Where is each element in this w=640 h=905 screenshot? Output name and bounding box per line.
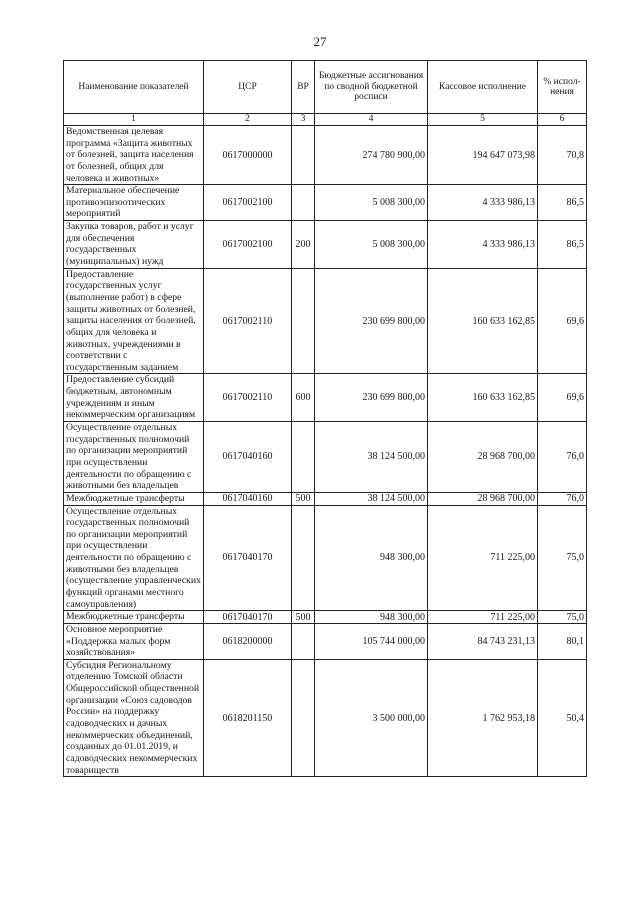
budget-execution-table: [63, 60, 587, 777]
row-vr: [292, 268, 315, 374]
header-budget: Бюджетные ассигнования по сводной бюджетной росписи: [315, 61, 428, 114]
row-cash: 28 968 700,00: [428, 492, 538, 505]
table-row: [64, 623, 587, 659]
row-pct: 70,8: [538, 126, 587, 185]
row-budget: 5 008 300,00: [315, 185, 428, 221]
row-csr: 0617040160: [204, 492, 292, 505]
row-name: Предоставление государственных услуг (выполнение работ) в сфере защиты животных от болезней, защиты населения от болезней, общих для человека и животных, учреждениями в соответствии с государственным заданием: [64, 268, 204, 374]
row-budget: 5 008 300,00: [315, 221, 428, 269]
row-budget: 948 300,00: [315, 611, 428, 624]
column-number: 2: [204, 114, 292, 126]
row-name: Межбюджетные трансферты: [64, 611, 204, 624]
row-name: Межбюджетные трансферты: [64, 492, 204, 505]
row-budget: 230 699 800,00: [315, 268, 428, 374]
table-row: [64, 659, 587, 776]
row-csr: 0617000000: [204, 126, 292, 185]
row-cash: 194 647 073,98: [428, 126, 538, 185]
header-vr: ВР: [292, 61, 315, 114]
row-vr: [292, 623, 315, 659]
row-csr: 0617002110: [204, 374, 292, 422]
row-csr: 0617002100: [204, 185, 292, 221]
row-name: Осуществление отдельных государственных полномочий по организации мероприятий при осуществлении деятельности по обращению с животными без владельцев: [64, 422, 204, 493]
row-vr: 500: [292, 492, 315, 505]
row-name: Материальное обеспечение противоэпизоотических мероприятий: [64, 185, 204, 221]
row-pct: 80,1: [538, 623, 587, 659]
row-cash: 711 225,00: [428, 611, 538, 624]
row-pct: 69,6: [538, 268, 587, 374]
row-vr: [292, 659, 315, 776]
header-cash: Кассовое исполнение: [428, 61, 538, 114]
row-budget: 38 124 500,00: [315, 422, 428, 493]
table-row: [64, 611, 587, 624]
row-name: Основное мероприятие «Поддержка малых форм хозяйствования»: [64, 623, 204, 659]
header-name: Наименование показателей: [64, 61, 204, 114]
page-number: 27: [313, 34, 327, 49]
row-pct: 75,0: [538, 611, 587, 624]
table-row: [64, 268, 587, 374]
row-pct: 86,5: [538, 185, 587, 221]
row-vr: 600: [292, 374, 315, 422]
row-pct: 75,0: [538, 505, 587, 611]
column-number: 6: [538, 114, 587, 126]
row-cash: 4 333 986,13: [428, 221, 538, 269]
row-csr: 0618201150: [204, 659, 292, 776]
column-number: 1: [64, 114, 204, 126]
row-budget: 948 300,00: [315, 505, 428, 611]
row-csr: 0617040170: [204, 505, 292, 611]
header-csr: ЦСР: [204, 61, 292, 114]
row-budget: 230 699 800,00: [315, 374, 428, 422]
row-csr: 0617002110: [204, 268, 292, 374]
row-csr: 0617002100: [204, 221, 292, 269]
row-vr: [292, 185, 315, 221]
row-cash: 160 633 162,85: [428, 268, 538, 374]
row-cash: 4 333 986,13: [428, 185, 538, 221]
row-pct: 86,5: [538, 221, 587, 269]
row-cash: 84 743 231,13: [428, 623, 538, 659]
table-row: [64, 126, 587, 185]
row-budget: 274 780 900,00: [315, 126, 428, 185]
row-name: Закупка товаров, работ и услуг для обеспечения государственных (муниципальных) нужд: [64, 221, 204, 269]
row-vr: [292, 126, 315, 185]
row-name: Осуществление отдельных государственных полномочий по организации мероприятий при осуществлении деятельности по обращению с животными без владельцев (осуществление управленческих функций органами местного самоуправления): [64, 505, 204, 611]
column-number: 4: [315, 114, 428, 126]
row-budget: 105 744 000,00: [315, 623, 428, 659]
row-csr: 0617040170: [204, 611, 292, 624]
row-pct: 76,0: [538, 492, 587, 505]
row-vr: [292, 505, 315, 611]
row-name: Предоставление субсидий бюджетным, автономным учреждениям и иным некоммерческим организациям: [64, 374, 204, 422]
table-row: [64, 492, 587, 505]
row-budget: 3 500 000,00: [315, 659, 428, 776]
row-name: Субсидия Региональному отделению Томской области Общероссийской общественной организации «Союз садоводов России» на поддержку садоводческих и дачных некоммерческих объединений, созданных до 01.01.2019, и садоводческих некоммерческих товариществ: [64, 659, 204, 776]
row-cash: 160 633 162,85: [428, 374, 538, 422]
table-row: [64, 185, 587, 221]
row-name: Ведомственная целевая программа «Защита животных от болезней, защита населения от болезней, общих для человека и животных»: [64, 126, 204, 185]
row-pct: 76,0: [538, 422, 587, 493]
row-cash: 1 762 953,18: [428, 659, 538, 776]
row-vr: 200: [292, 221, 315, 269]
column-numbers-row: [64, 114, 587, 126]
column-number: 5: [428, 114, 538, 126]
row-vr: [292, 422, 315, 493]
table-row: [64, 374, 587, 422]
row-pct: 69,6: [538, 374, 587, 422]
column-number: 3: [292, 114, 315, 126]
row-csr: 0617040160: [204, 422, 292, 493]
row-budget: 38 124 500,00: [315, 492, 428, 505]
table-row: [64, 422, 587, 493]
row-csr: 0618200000: [204, 623, 292, 659]
row-pct: 50,4: [538, 659, 587, 776]
row-vr: 500: [292, 611, 315, 624]
header-row: [64, 61, 587, 114]
header-pct: % испол-нения: [538, 61, 587, 114]
table-row: [64, 505, 587, 611]
table-row: [64, 221, 587, 269]
row-cash: 28 968 700,00: [428, 422, 538, 493]
row-cash: 711 225,00: [428, 505, 538, 611]
